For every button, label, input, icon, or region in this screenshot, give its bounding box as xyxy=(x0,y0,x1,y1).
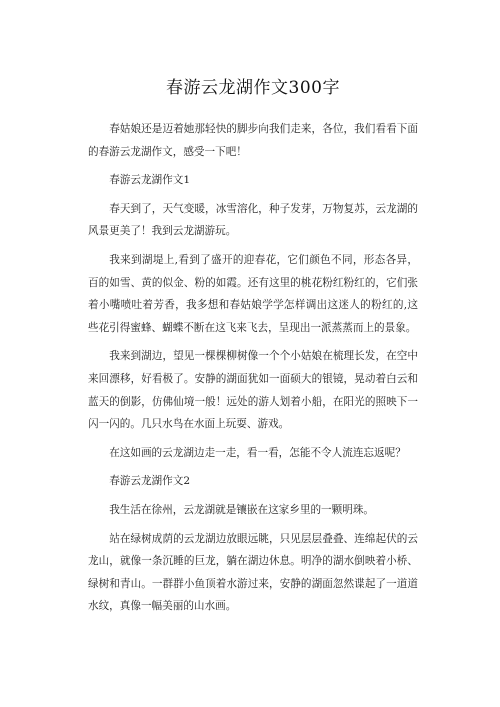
essay-1-paragraph: 我来到湖边，望见一棵棵柳树像一个个小姑娘在梳理长发，在空中来回漂移，好看极了。安静的湖面犹如一面硕大的银镜，晃动着白云和蓝天的倒影，仿佛仙境一般！远处的游人划着小船，在阳光的照映下一闪一闪的。几只水鸟在水面上玩耍、游戏。 xyxy=(88,350,418,431)
essay-1-paragraph: 春天到了，天气变暖，冰雪溶化，种子发芽，万物复苏，云龙湖的风景更美了！我到云龙湖游玩。 xyxy=(88,202,418,238)
page-title: 春游云龙湖作文300字 xyxy=(166,78,340,98)
document-body xyxy=(88,118,418,618)
essay-1-heading: 春游云龙湖作文1 xyxy=(109,174,191,187)
essay-2-paragraph: 站在绿树成荫的云龙湖边放眼远眺，只见层层叠叠、连绵起伏的云龙山，就像一条沉睡的巨龙，躺在湖边休息。明净的湖水倒映着小桥、绿树和青山。一群群小鱼顶着水游过来，安静的湖面忽然谍起了一道道水纹，真像一幅美丽的山水画。 xyxy=(88,532,418,613)
essay-2-paragraph: 我生活在徐州，云龙湖就是镶嵌在这家乡里的一颗明珠。 xyxy=(109,503,375,516)
essay-2-heading: 春游云龙湖作文2 xyxy=(109,475,191,488)
essay-1-paragraph: 我来到湖堤上,看到了盛开的迎春花，它们颜色不同，形态各异，百的如雪、黄的似金、粉的如霞。还有这里的桃花粉红粉红的，它们张着小嘴喷吐着芳香，我多想和春姑娘学学怎样调出这迷人的粉红的,这些花引得蜜蜂、蝴蝶不断在这飞来飞去，呈现出一派蒸蒸而上的景象。 xyxy=(88,253,418,334)
essay-1-paragraph: 在这如画的云龙湖边走一走，看一看，怎能不令人流连忘返呢？ xyxy=(109,446,406,459)
intro-paragraph: 春姑娘还是迈着她那轻快的脚步向我们走来，各位，我们看看下面的春游云龙湖作文，感受一下吧！ xyxy=(88,123,418,158)
